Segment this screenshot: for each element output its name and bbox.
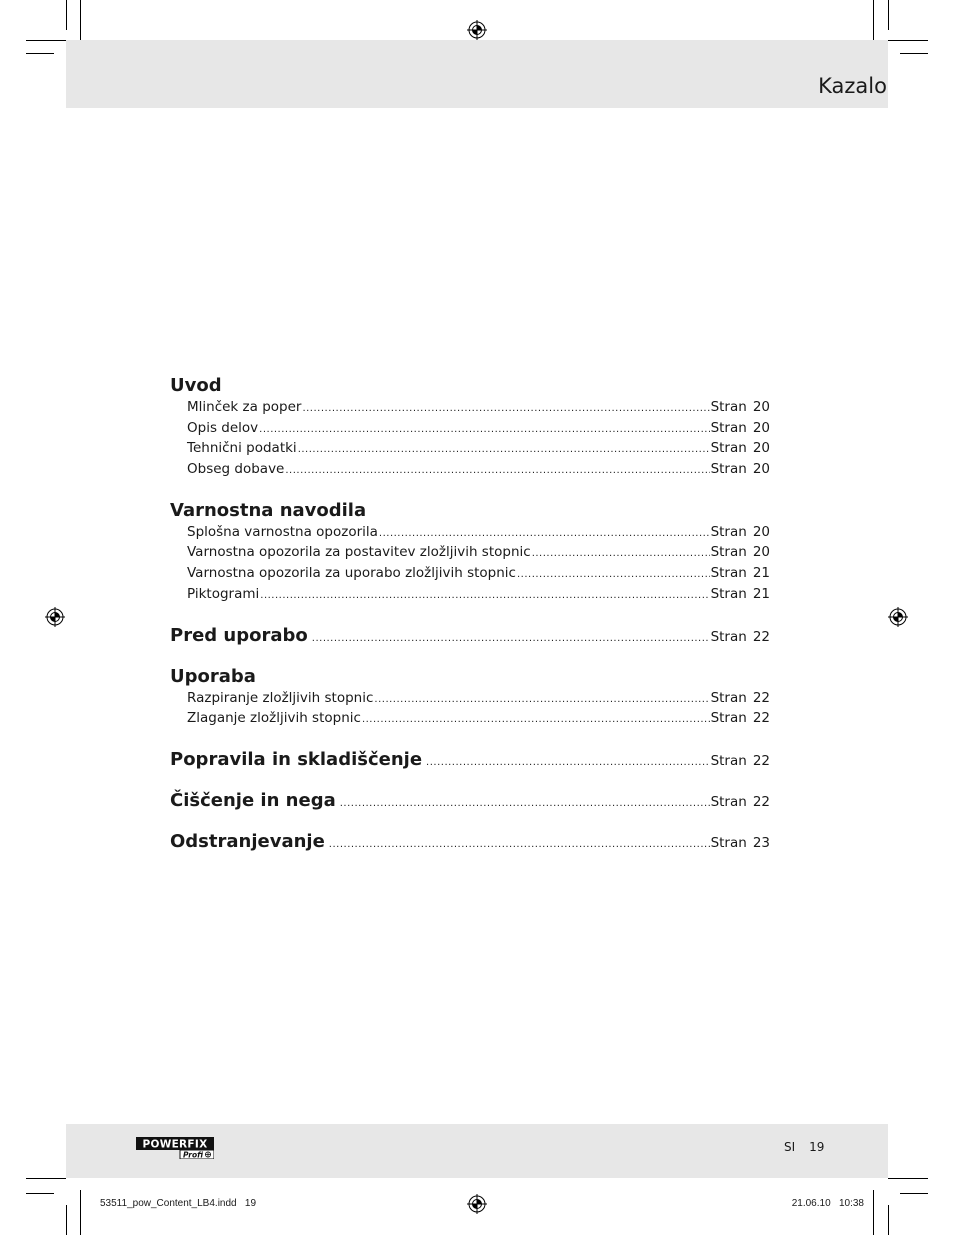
toc-section-odstranjevanje[interactable] [170, 830, 770, 854]
toc-section-heading: Odstranjevanje [170, 830, 325, 852]
page-prefix: Stran [710, 585, 747, 602]
page-prefix: Stran [710, 752, 747, 769]
crop-mark [900, 53, 928, 54]
page-number: 20 [752, 440, 770, 457]
dot-leader [379, 524, 710, 545]
registration-mark-icon [467, 20, 487, 40]
toc-entry-label: Zlaganje zložljivih stopnic [187, 710, 361, 727]
dot-leader [517, 565, 710, 586]
dot-leader [312, 627, 710, 651]
toc-entry[interactable] [170, 542, 770, 563]
toc-section-heading: Varnostna navodila [170, 499, 367, 521]
page-number: 21 [752, 585, 770, 602]
page-ref [711, 749, 770, 773]
toc-section-heading: Popravila in skladiščenje [170, 748, 423, 770]
toc-section-heading: Uvod [170, 375, 222, 396]
page-number: 20 [752, 544, 770, 561]
page-ref [711, 522, 770, 543]
toc-entry[interactable] [170, 688, 770, 709]
crop-mark [888, 40, 928, 41]
slug-date-info: 21.06.10 10:38 [791, 1198, 864, 1209]
page-ref [711, 418, 770, 439]
registration-mark-icon [45, 607, 65, 627]
page-number: 22 [752, 689, 770, 706]
page-ref [711, 790, 770, 814]
page-ref [711, 625, 770, 649]
crop-mark [888, 1178, 928, 1179]
page-ref [711, 563, 770, 584]
toc-entry-label: Splošna varnostna opozorila [187, 523, 378, 540]
powerfix-logo [136, 1137, 214, 1159]
toc-entry[interactable] [170, 397, 770, 418]
page-number: 20 [752, 399, 770, 415]
toc-entry[interactable] [170, 522, 770, 543]
toc-entry[interactable] [170, 563, 770, 584]
toc-section-heading: Čiščenje in nega [170, 789, 336, 811]
page-ref [711, 438, 770, 459]
page-prefix: Stran [710, 793, 747, 810]
toc-entry-label: Piktogrami [187, 585, 260, 602]
toc-entry-label: Mlinček za poper [187, 399, 302, 415]
dot-leader [259, 420, 709, 441]
crop-mark [66, 1205, 67, 1235]
toc-section-ciscenje-in-nega[interactable] [170, 789, 770, 813]
page-ref [711, 459, 770, 480]
page-prefix: Stran [710, 544, 747, 561]
toc-section-heading: Uporaba [170, 665, 256, 687]
toc-entry-label: Razpiranje zložljivih stopnic [187, 689, 374, 706]
toc-entry[interactable] [170, 584, 770, 605]
dot-leader [285, 461, 709, 482]
dot-leader [340, 792, 710, 816]
toc-section-uvod [170, 374, 770, 480]
page-info [784, 1140, 824, 1154]
slug-file-info: 53511_pow_Content_LB4.indd 19 [100, 1198, 257, 1209]
toc-entry[interactable] [170, 708, 770, 729]
crop-mark [66, 0, 67, 30]
toc-section-pred-uporabo[interactable] [170, 624, 770, 648]
page-prefix: Stran [710, 689, 747, 706]
page-title: Kazalo [818, 74, 887, 98]
page-number: 22 [752, 752, 770, 769]
toc-entry[interactable] [170, 459, 770, 480]
page-ref [711, 688, 770, 709]
table-of-contents [170, 374, 770, 854]
page-number: 21 [752, 565, 770, 582]
registration-mark-icon [888, 607, 908, 627]
crop-mark [80, 0, 81, 44]
toc-entry[interactable] [170, 418, 770, 439]
page-ref [711, 584, 770, 605]
crop-mark [873, 1190, 874, 1235]
page-number: 22 [752, 710, 770, 727]
language-code: SI [784, 1140, 796, 1154]
toc-entry-label: Varnostna opozorila za postavitev zložljivih stopnic [187, 544, 531, 561]
crop-mark [26, 53, 54, 54]
toc-section-varnostna-navodila [170, 499, 770, 605]
crop-mark [900, 1193, 928, 1194]
page-ref [711, 542, 770, 563]
dot-leader [298, 440, 710, 461]
dot-leader [260, 586, 709, 607]
toc-entry-label: Obseg dobave [187, 461, 285, 478]
dot-leader [374, 690, 709, 711]
page-ref [711, 831, 770, 855]
dot-leader [426, 751, 710, 775]
page-number: 23 [752, 834, 770, 851]
toc-entry-label: Varnostna opozorila za uporabo zložljivih stopnic [187, 565, 516, 582]
crop-mark [80, 1190, 81, 1235]
page-number: 20 [752, 523, 770, 540]
logo-subtext: Profi [183, 1150, 204, 1159]
page-number: 20 [752, 461, 770, 478]
crop-mark [873, 0, 874, 44]
page-prefix: Stran [710, 565, 747, 582]
crop-mark [888, 0, 889, 30]
crop-mark [26, 40, 66, 41]
toc-entry[interactable] [170, 438, 770, 459]
page-number: 20 [752, 419, 770, 436]
dot-leader [329, 833, 710, 857]
page-prefix: Stran [710, 419, 747, 436]
page-prefix: Stran [710, 523, 747, 540]
crop-mark [888, 1205, 889, 1235]
header-band [66, 40, 888, 108]
logo-text: POWERFIX [142, 1138, 208, 1151]
page-ref [711, 708, 770, 729]
page-prefix: Stran [710, 399, 747, 415]
registration-mark-icon [467, 1194, 487, 1214]
page-prefix: Stran [710, 628, 747, 645]
page-prefix: Stran [710, 461, 747, 478]
page-number: 22 [752, 628, 770, 645]
toc-entry-label: Opis delov [187, 419, 259, 436]
dot-leader [302, 399, 709, 420]
toc-section-uporaba [170, 665, 770, 729]
page-number: 19 [809, 1140, 825, 1154]
dot-leader [362, 710, 710, 731]
crop-mark [26, 1178, 66, 1179]
crop-mark [26, 1193, 54, 1194]
page-prefix: Stran [710, 710, 747, 727]
toc-entry-label: Tehnični podatki [187, 440, 297, 457]
page-prefix: Stran [710, 440, 747, 457]
dot-leader [532, 544, 710, 565]
page-prefix: Stran [710, 834, 747, 851]
toc-section-popravila-in-skladiscenje[interactable] [170, 748, 770, 772]
page-ref [711, 397, 770, 418]
toc-section-heading: Pred uporabo [170, 624, 308, 646]
page-number: 22 [752, 793, 770, 810]
